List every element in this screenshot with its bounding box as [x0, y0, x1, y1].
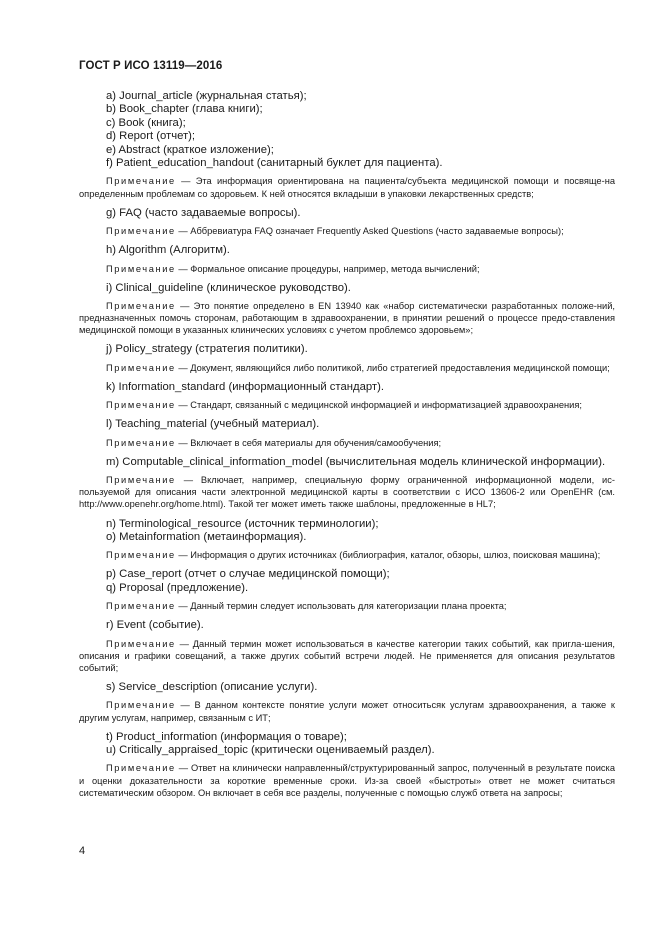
list-item: c) Book (книга);	[106, 116, 186, 129]
note-paragraph	[79, 762, 615, 798]
note-text: — В данном контексте понятие услуги может относитьсяк услугам здравоохранения, а также к другим услугам, например, связанным с ИТ;	[79, 700, 615, 723]
note-label: Примечание	[106, 301, 176, 312]
note-text: — Информация о других источниках (библиография, каталог, обзоры, шлюз, поисковая машина);	[175, 550, 601, 561]
note-label: Примечание	[106, 400, 176, 411]
note-paragraph	[79, 300, 615, 336]
document-header: ГОСТ Р ИСО 13119—2016	[79, 60, 223, 72]
note-label: Примечание	[106, 362, 176, 373]
list-item: b) Book_chapter (глава книги);	[106, 103, 263, 116]
list-item: t) Product_information (информация о товаре);	[106, 730, 347, 743]
note-text: — Включает, например, специальную форму ограниченной информационной модели, ис-пользуемой для описания части электронной медицинской карты в соответствии с ИСО 13606-2 или OpenEHR (см. http://www.openehr.org/home.html). Такой тег может иметь также шаблоны, предложенные в HL7;	[79, 475, 615, 510]
list-item: g) FAQ (часто задаваемые вопросы).	[106, 206, 301, 219]
note-paragraph	[79, 474, 615, 510]
note-text: — Аббревиатура FAQ означает Frequently Asked Questions (часто задаваемые вопросы);	[175, 226, 564, 237]
note-text: — Документ, являющийся либо политикой, либо стратегией предоставления медицинской помощи;	[175, 362, 610, 373]
list-item: r) Event (событие).	[106, 619, 204, 632]
note-text: — Данный термин следует использовать для категоризации плана проекта;	[175, 601, 507, 612]
note-text: — Формальное описание процедуры, например, метода вычислений;	[175, 263, 480, 274]
note-paragraph	[79, 600, 615, 612]
list-item: o) Metainformation (метаинформация).	[106, 530, 307, 543]
list-item: d) Report (отчет);	[106, 130, 196, 143]
note-paragraph	[79, 549, 615, 561]
document-body	[79, 90, 615, 806]
note-text: — Ответ на клинически направленный/структурированный запрос, полученный в результате поиска и оценки доказательности за короткие временные сроки. Из-за своей «быстроты» ответ не может считаться систематическим обзором. Он включает в себя все разделы, полученные с помощью служб ответа на запросы;	[79, 763, 615, 798]
note-label: Примечание	[106, 638, 176, 649]
note-paragraph	[79, 362, 615, 374]
note-paragraph	[79, 175, 615, 199]
list-item: h) Algorithm (Алгоритм).	[106, 244, 230, 257]
note-label: Примечание	[106, 176, 176, 187]
list-item: j) Policy_strategy (стратегия политики).	[106, 343, 308, 356]
note-text: — Данный термин может использоваться в качестве категории таких событий, как пригла-шения, описания и графики совещаний, а также других событий встречи людей. Не применяется для описания результатов событий;	[79, 638, 615, 673]
note-paragraph	[79, 699, 615, 723]
note-paragraph	[79, 399, 615, 411]
note-paragraph	[79, 225, 615, 237]
list-item: e) Abstract (краткое изложение);	[106, 143, 274, 156]
note-label: Примечание	[106, 601, 176, 612]
note-label: Примечание	[106, 475, 176, 486]
list-item: k) Information_standard (информационный стандарт).	[106, 380, 384, 393]
note-label: Примечание	[106, 700, 176, 711]
list-item: n) Terminological_resource (источник терминологии);	[106, 517, 379, 530]
note-text: — Стандарт, связанный с медицинской информацией и информатизацией здравоохранения;	[175, 400, 582, 411]
list-item: a) Journal_article (журнальная статья);	[106, 90, 307, 102]
list-item: p) Case_report (отчет о случае медицинской помощи);	[106, 568, 390, 581]
note-paragraph	[79, 638, 615, 674]
list-item: f) Patient_education_handout (санитарный буклет для пациента).	[106, 157, 443, 170]
list-item: m) Computable_clinical_information_model (вычислительная модель клинической информации).	[106, 455, 606, 468]
note-label: Примечание	[106, 550, 176, 561]
page-number: 4	[79, 845, 86, 857]
note-label: Примечание	[106, 226, 176, 237]
note-text: — Включает в себя материалы для обучения/самообучения;	[175, 437, 442, 448]
note-label: Примечание	[106, 263, 176, 274]
list-item: i) Clinical_guideline (клиническое руководство).	[106, 281, 351, 294]
note-label: Примечание	[106, 437, 176, 448]
note-paragraph	[79, 263, 615, 275]
note-text: — Эта информация ориентирована на пациента/субъекта медицинской помощи и посвяще-на определенным проблемам со здоровьем. К ней относятся вкладыши в упаковки лекарственных средств;	[79, 176, 615, 199]
list-item: q) Proposal (предложение).	[106, 581, 249, 594]
list-item: s) Service_description (описание услуги).	[106, 681, 318, 693]
list-item: u) Critically_appraised_topic (критически оцениваемый раздел).	[106, 744, 435, 756]
note-text: — Это понятие определено в EN 13940 как «набор систематически разработанных положе-ний, предназначенных помочь сторонам, работающим в здравоохранении, в принятии решений о процессе предо-ставления медицинской помощи в указанных клинических условиях с учетом проблемсо здоровьем»;	[79, 301, 615, 336]
list-item: l) Teaching_material (учебный материал).	[106, 418, 320, 431]
note-label: Примечание	[106, 763, 176, 774]
note-paragraph	[79, 437, 615, 449]
